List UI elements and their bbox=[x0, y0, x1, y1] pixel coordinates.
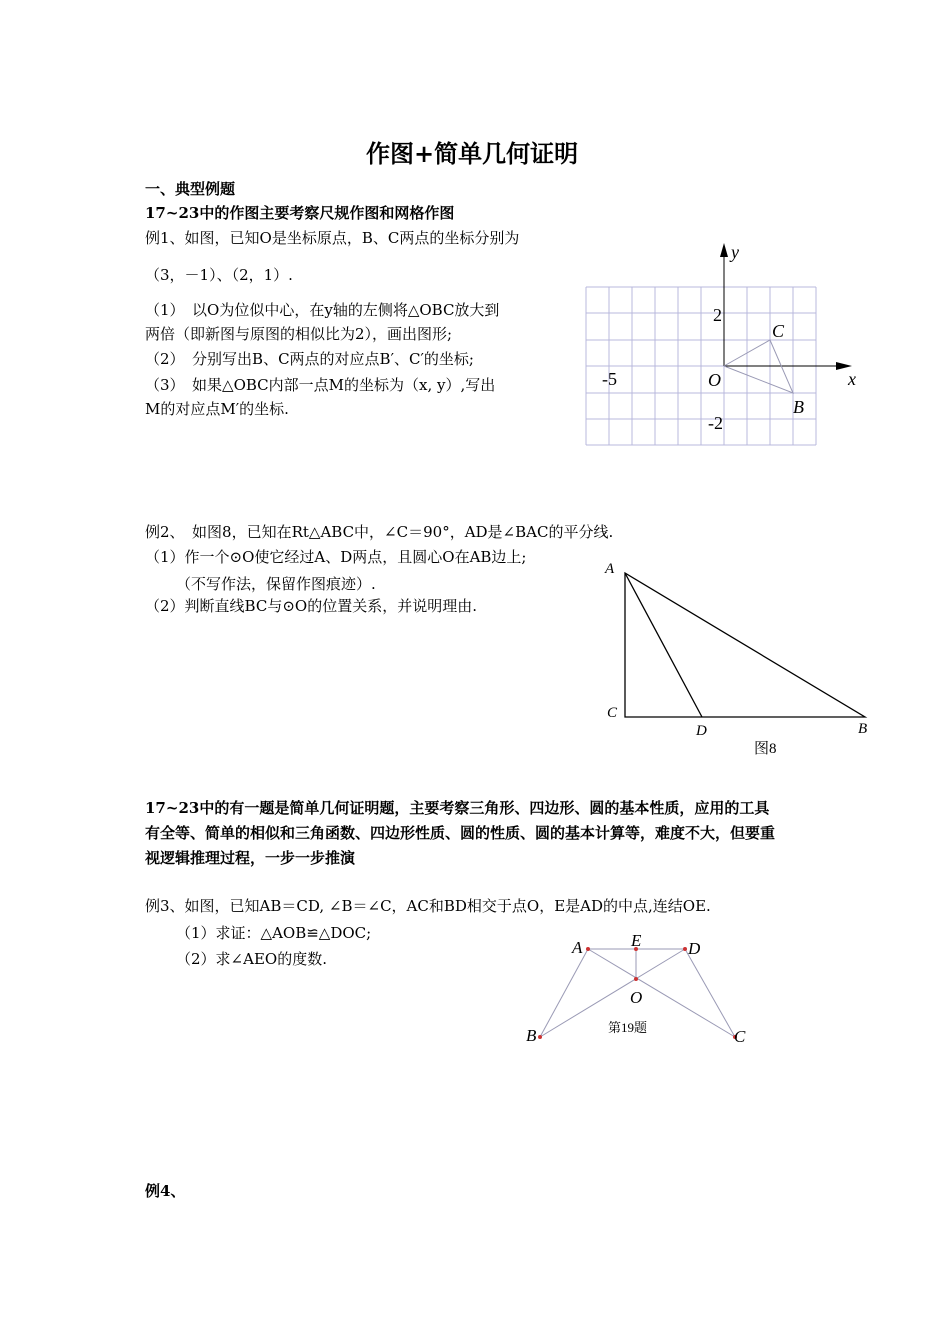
point-b-label: B bbox=[793, 397, 804, 417]
topic-heading: 17~23中的作图主要考察尺规作图和网格作图 bbox=[145, 204, 455, 222]
ex1-q2: （2） 分别写出B、C两点的对应点B′、C′的坐标; bbox=[145, 350, 474, 368]
ex3-line1: 例3、如图，已知AB＝CD, ∠B＝∠C，AC和BD相交于点O，E是AD的中点,连结OE. bbox=[145, 897, 711, 915]
tick-neg5: -5 bbox=[602, 369, 617, 389]
ex2-triangle-figure bbox=[600, 555, 880, 760]
ex2-line1: 例2、 如图8，已知在Rt△ABC中，∠C＝90°，AD是∠BAC的平分线. bbox=[145, 523, 614, 541]
page-title: 作图+简单几何证明 bbox=[366, 139, 579, 168]
ex3-q1: （1）求证：△AOB≌△DOC; bbox=[176, 924, 372, 942]
label-o: O bbox=[630, 988, 643, 1007]
origin-label: O bbox=[708, 370, 721, 390]
ex2-q1: （1）作一个⊙O使它经过A、D两点，且圆心O在AB边上; bbox=[145, 548, 527, 566]
topic2-line1: 17~23中的有一题是简单几何证明题，主要考察三角形、四边形、圆的基本性质，应用的工具 bbox=[145, 799, 770, 817]
label-d: D bbox=[688, 939, 701, 958]
ex3-q2: （2）求∠AEO的度数. bbox=[176, 950, 327, 968]
triangle-abc bbox=[625, 573, 865, 717]
ex1-q1b: 两倍（即新图与原图的相似比为2），画出图形; bbox=[145, 325, 453, 343]
fig19-caption: 第19题 bbox=[608, 1020, 648, 1035]
tick-2: 2 bbox=[713, 305, 722, 325]
ex4-heading: 例4、 bbox=[145, 1182, 186, 1200]
ex2-q2: （2）判断直线BC与⊙O的位置关系，并说明理由. bbox=[145, 597, 477, 615]
tick-neg2: -2 bbox=[708, 413, 723, 433]
ex1-line1: 例1、如图，已知O是坐标原点，B、C两点的坐标分别为 bbox=[145, 229, 520, 247]
ex1-grid-figure bbox=[580, 235, 870, 455]
ex3-figure bbox=[520, 925, 760, 1050]
bisector-ad bbox=[625, 573, 702, 717]
ex1-q3a: （3） 如果△OBC内部一点M的坐标为（x, y）,写出 bbox=[145, 376, 496, 394]
x-label: x bbox=[848, 369, 856, 389]
label-b: B bbox=[526, 1026, 537, 1045]
label-b: B bbox=[858, 721, 868, 737]
fig8-caption: 图8 bbox=[754, 741, 777, 757]
section-heading: 一、典型例题 bbox=[145, 180, 236, 198]
ex1-q1a: （1） 以O为位似中心，在y轴的左侧将△OBC放大到 bbox=[145, 301, 500, 319]
ex2-q1b: （不写作法，保留作图痕迹）. bbox=[176, 575, 376, 593]
topic2-line2: 有全等、简单的相似和三角函数、四边形性质、圆的性质、圆的基本计算等，难度不大，但要重 bbox=[145, 824, 776, 842]
y-label: y bbox=[731, 242, 739, 262]
point-c-label: C bbox=[772, 321, 785, 341]
y-axis-arrow-icon bbox=[720, 243, 728, 257]
ex1-q3b: M的对应点M′的坐标. bbox=[145, 400, 289, 418]
label-c: C bbox=[607, 705, 618, 721]
topic2-line3: 视逻辑推理过程，一步一步推演 bbox=[145, 849, 356, 867]
label-d: D bbox=[696, 723, 707, 739]
label-e: E bbox=[631, 931, 642, 950]
ex1-line2: （3，－1）、（2，1）. bbox=[145, 266, 293, 284]
label-a: A bbox=[605, 561, 615, 577]
label-a: A bbox=[572, 938, 583, 957]
label-c: C bbox=[734, 1027, 746, 1046]
